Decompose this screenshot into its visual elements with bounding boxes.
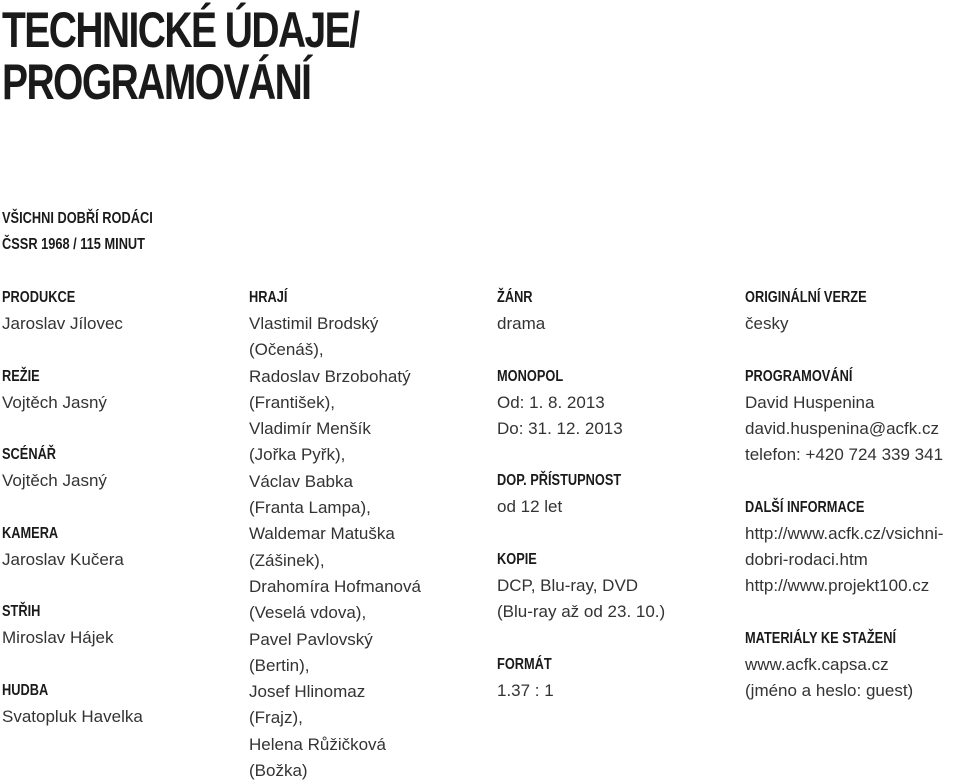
crew-column — [2, 285, 232, 730]
cast-line: (Frajz), — [249, 708, 303, 728]
contact-column — [745, 285, 960, 705]
scenar-value: Vojtěch Jasný — [2, 471, 107, 491]
programming-phone: telefon: +420 724 339 341 — [745, 445, 944, 465]
hudba-value: Svatopluk Havelka — [2, 706, 143, 726]
monopol-to: Do: 31. 12. 2013 — [497, 418, 623, 438]
cast-line: (Očenáš), — [249, 340, 324, 360]
version-value: česky — [745, 314, 789, 333]
cast-line: Vladimír Menšík — [249, 419, 371, 439]
distribution-column — [497, 285, 727, 704]
cast-line: (František), — [249, 392, 335, 412]
copy-note: (Blu-ray až od 23. 10.) — [497, 602, 666, 622]
cast-line: Helena Růžičková — [249, 734, 387, 754]
monopol-label: MONOPOL — [497, 367, 564, 385]
age-rating-value: od 12 let — [497, 497, 563, 517]
rezie-value: Vojtěch Jasný — [2, 392, 107, 412]
downloads-url-link[interactable]: www.acfk.capsa.cz — [745, 654, 889, 674]
film-url-link-cont[interactable]: dobri-rodaci.htm — [745, 550, 868, 570]
cast-line: (Zášinek), — [249, 550, 325, 570]
cast-line: (Veselá vdova), — [249, 603, 367, 623]
film-name: VŠICHNI DOBŘÍ RODÁCI — [2, 210, 153, 227]
kamera-label: KAMERA — [2, 524, 59, 542]
downloads-label: MATERIÁLY KE STAŽENÍ — [745, 629, 897, 647]
cast-line: Václav Babka — [249, 471, 353, 491]
copy-label: KOPIE — [497, 551, 537, 569]
cast-line: Waldemar Matuška — [249, 524, 395, 544]
film-url-link[interactable]: http://www.acfk.cz/vsichni- — [745, 523, 944, 543]
monopol-from: Od: 1. 8. 2013 — [497, 392, 605, 412]
programming-email-link[interactable]: david.huspenina@acfk.cz — [745, 418, 939, 438]
cast-label: HRAJÍ — [249, 289, 288, 306]
film-info: ČSSR 1968 / 115 MINUT — [2, 236, 145, 253]
produkce-value: Jaroslav Jílovec — [2, 314, 123, 333]
copy-formats: DCP, Blu-ray, DVD — [497, 576, 639, 596]
age-rating-label: DOP. PŘÍSTUPNOST — [497, 472, 622, 490]
strih-value: Miroslav Hájek — [2, 628, 114, 648]
format-label: FORMÁT — [497, 655, 552, 673]
scenar-label: SCÉNÁŘ — [2, 446, 57, 464]
page-title-line-1: TECHNICKÉ ÚDAJE/ — [2, 2, 359, 58]
version-label: ORIGINÁLNÍ VERZE — [745, 289, 867, 306]
format-value: 1.37 : 1 — [497, 680, 554, 700]
cast-line: Pavel Pavlovský — [249, 629, 373, 649]
hudba-label: HUDBA — [2, 681, 49, 699]
cast-line: Josef Hlinomaz — [249, 682, 366, 702]
cast-line: Vlastimil Brodský — [249, 314, 379, 333]
strih-label: STŘIH — [2, 603, 41, 621]
programming-name: David Huspenina — [745, 392, 875, 412]
page-title — [2, 4, 358, 108]
rezie-label: REŽIE — [2, 367, 40, 385]
project-url-link[interactable]: http://www.projekt100.cz — [745, 576, 930, 596]
page-title-line-2: PROGRAMOVÁNÍ — [2, 54, 311, 110]
downloads-credentials: (jméno a heslo: guest) — [745, 681, 914, 701]
produkce-label: PRODUKCE — [2, 289, 76, 306]
programming-label: PROGRAMOVÁNÍ — [745, 367, 853, 385]
more-info-label: DALŠÍ INFORMACE — [745, 498, 865, 516]
cast-line: (Bertin), — [249, 655, 310, 675]
genre-value: drama — [497, 314, 546, 333]
cast-line: (Božka) — [249, 761, 308, 781]
cast-line: (Franta Lampa), — [249, 498, 371, 518]
cast-line: Drahomíra Hofmanová — [249, 576, 421, 596]
kamera-value: Jaroslav Kučera — [2, 549, 124, 569]
cast-column — [249, 285, 479, 784]
cast-line: Radoslav Brzobohatý — [249, 366, 411, 386]
genre-label: ŽÁNR — [497, 289, 533, 306]
film-heading — [2, 206, 190, 258]
cast-line: (Jořka Pyřk), — [249, 445, 346, 465]
